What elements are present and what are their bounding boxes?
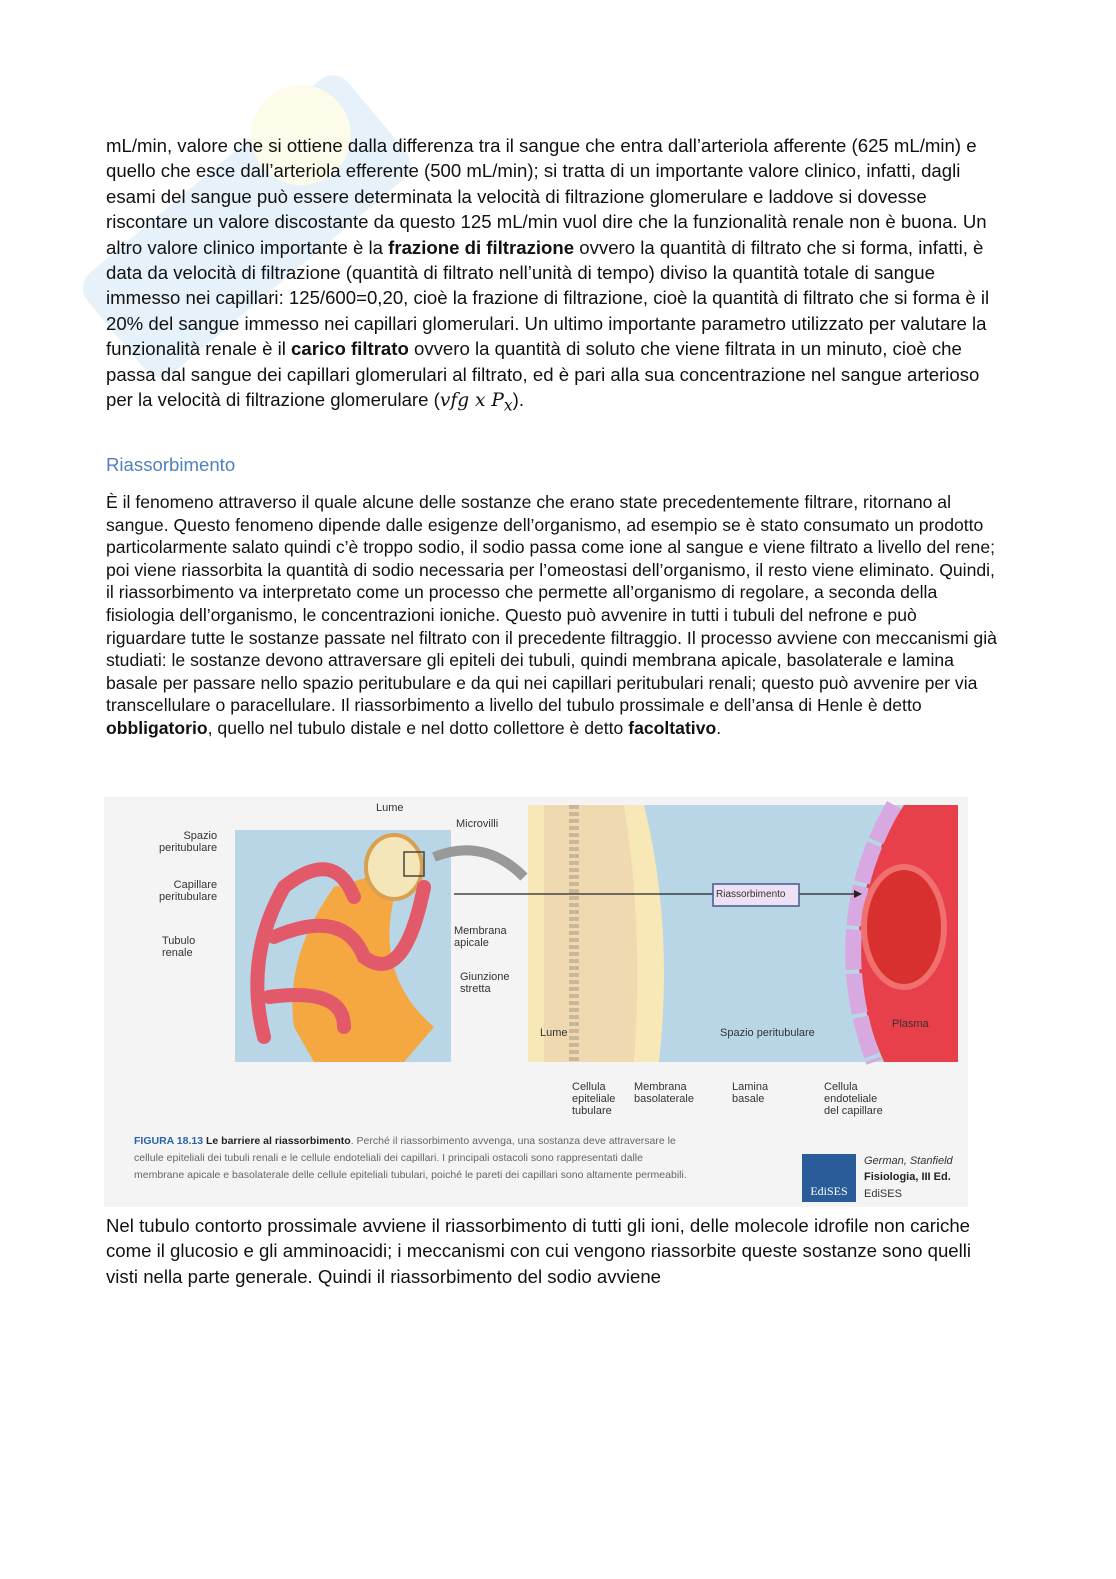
label-riassorbimento: Riassorbimento xyxy=(716,889,786,900)
figure-caption: FIGURA 18.13 Le barriere al riassorbimento. Perché il riassorbimento avvenga, una sostanza deve attraversare le cellule epiteliali dei tubuli renali e le cellule endoteliali dei capillari. I principali ostacoli sono rappresentati dalle membrane apicale e basolaterale delle cellule epiteliali tubulari, poiché le pareti dei capillari sono altamente permeabili. xyxy=(134,1135,687,1181)
label-membrana-apicale: Membrana apicale xyxy=(454,925,507,949)
label-plasma: Plasma xyxy=(892,1018,929,1030)
label-spazio-peritubulare-right: Spazio peritubulare xyxy=(720,1027,815,1039)
section-heading: Riassorbimento xyxy=(106,454,236,475)
label-cellula-epiteliale: Cellula epiteliale tubulare xyxy=(572,1081,616,1117)
label-lume-top: Lume xyxy=(376,802,404,814)
formula: vfg x $P_x$ xyxy=(439,390,513,415)
label-lume: Lume xyxy=(540,1027,568,1039)
label-capillare-peritubulare: Capillare peritubulare xyxy=(159,879,218,903)
label-membrana-basolaterale: Membrana basolaterale xyxy=(634,1081,694,1105)
figure-illustration xyxy=(104,797,968,1127)
credit-authors: German, Stanfield xyxy=(864,1155,953,1167)
paragraph-reabsorption: È il fenomeno attraverso il quale alcune delle sostanze che erano state precedentemente filtrare, ritornano al sangue. Questo fenomeno dipende dalle esigenze dell’organismo, ad esempio se è stato consumato un prodotto particolarmente salato quindi c’è troppo sodio, il sodio passa come ione al sangue e viene filtrato a livello del rene; poi viene riassorbita la quantità di sodio necessaria per l’omeostasi dell’organismo, il resto viene eliminato. Quindi, il riassorbimento va interpretato come un processo che permette all’organismo di regolare, a seconda della fisiologia dell’organismo, le concentrazioni ioniche. Questo può avvenire in tutti i tubuli del nefrone e può riguardare tutte le sostanze passate nel filtrato con il precedente filtraggio. Il processo avviene con meccanismi già studiati: le sostanze devono attraversare gli epiteli dei tubuli, quindi membrana apicale, basolaterale e lamina basale per passare nello spazio peritubulare e da qui nei capillari peritubulari renali; questo può avvenire per via transcellulare o paracellulare. Il riassorbimento a livello del tubulo prossimale e dell’ansa di Henle è detto obbligatorio, quello nel tubulo distale e nel dotto collettore è detto facoltativo. xyxy=(106,492,997,738)
label-spazio-peritubulare: Spazio peritubulare xyxy=(159,830,218,854)
credit-publisher: EdiSES xyxy=(864,1188,902,1200)
edises-logo: EdiSES xyxy=(802,1154,856,1202)
label-microvilli: Microvilli xyxy=(456,818,499,830)
label-giunzione-stretta: Giunzione stretta xyxy=(460,971,510,995)
label-tubulo-renale: Tubulo renale xyxy=(162,935,196,959)
paragraph-proximal-tubule: Nel tubulo contorto prossimale avviene il riassorbimento di tutti gli ioni, delle molecole idrofile non cariche come il glucosio e gli amminoacidi; i meccanismi con cui vengono riassorbite queste sostanze sono quelli visti nella parte generale. Quindi il riassorbimento del sodio avviene xyxy=(106,1215,972,1287)
figure-reabsorption-barriers xyxy=(104,797,968,1207)
credit-book: Fisiologia, III Ed. xyxy=(864,1171,951,1183)
paragraph-filtration: mL/min, valore che si ottiene dalla differenza tra il sangue che entra dall’arteriola afferente (625 mL/min) e quello che esce dall’arteriola efferente (500 mL/min); si tratta di un importante valore clinico, infatti, dagli esami del sangue può essere determinata la velocità di filtrazione glomerulare e laddove si dovesse riscontare un valore discostante da questo 125 mL/min vuol dire che la funzionalità renale non è buona. Un altro valore clinico importante è la frazione di filtrazione ovvero la quantità di filtrato che si forma, infatti, è data da velocità di filtrazione (quantità di filtrato nell’unità di tempo) diviso la quantità totale di sangue immesso nei capillari: 125/600=0,20, cioè la frazione di filtrazione, cioè la quantità di filtrato che si forma è il 20% del sangue immesso nei capillari glomerulari. Un ultimo importante parametro utilizzato per valutare la funzionalità renale è il carico filtrato ovvero la quantità di soluto che viene filtrata in un minuto, cioè che passa dal sangue dei capillari glomerulari al filtrato, ed è pari alla sua concentrazione nel sangue arterioso per la velocità di filtrazione glomerulare (vfg x $P_x$). xyxy=(106,135,990,415)
label-lamina-basale: Lamina basale xyxy=(732,1081,769,1105)
label-cellula-endoteliale: Cellula endoteliale del capillare xyxy=(824,1081,883,1117)
